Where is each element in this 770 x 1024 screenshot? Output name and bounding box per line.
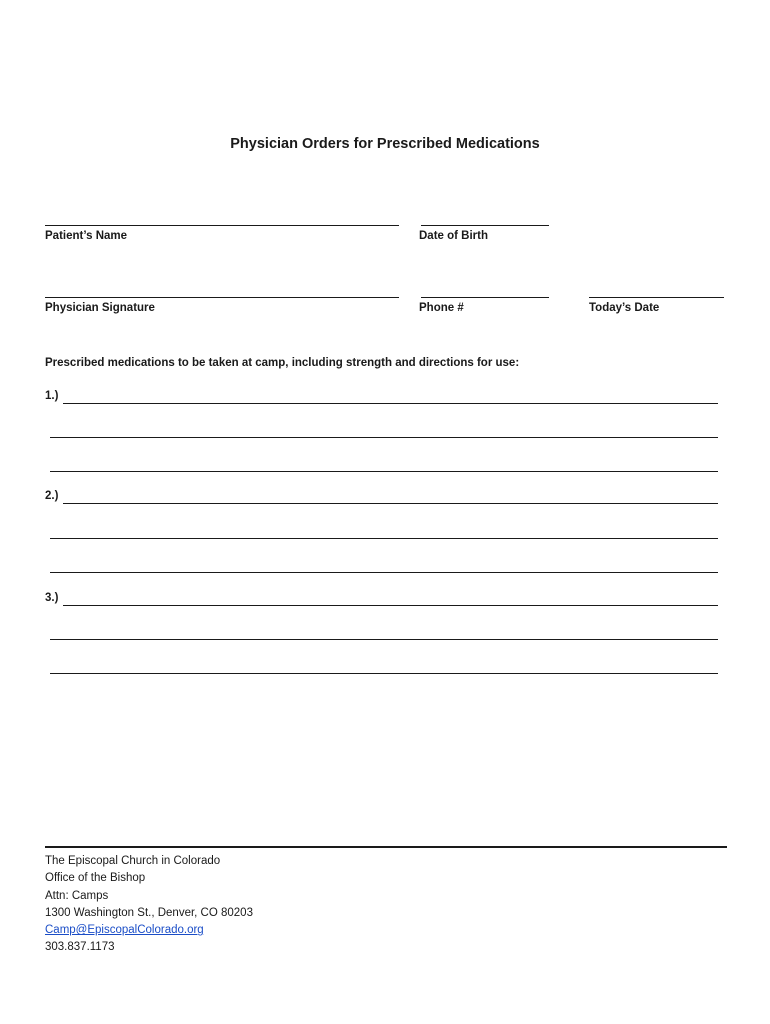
physician-signature-field[interactable] xyxy=(45,297,399,298)
footer-organization: The Episcopal Church in Colorado xyxy=(45,855,221,867)
medication-number: 3.) xyxy=(45,592,59,604)
medication-1-line-3[interactable] xyxy=(50,471,718,472)
page-title: Physician Orders for Prescribed Medications xyxy=(230,136,540,152)
medication-2-line-1[interactable] xyxy=(63,503,718,504)
medication-3-line-2[interactable] xyxy=(50,639,718,640)
footer-attn: Attn: Camps xyxy=(45,889,109,902)
date-of-birth-field[interactable] xyxy=(421,225,549,226)
physician-signature-label: Physician Signature xyxy=(45,302,155,314)
medication-number: 1.) xyxy=(45,390,59,402)
medication-1-line-2[interactable] xyxy=(50,437,718,438)
medication-2-line-2[interactable] xyxy=(50,538,718,539)
phone-label: Phone # xyxy=(419,302,464,314)
todays-date-label: Today’s Date xyxy=(589,302,660,314)
medication-3-line-1[interactable] xyxy=(63,605,718,606)
patient-name-label: Patient’s Name xyxy=(45,230,128,242)
footer-address-block xyxy=(45,853,253,957)
patient-name-field[interactable] xyxy=(45,225,399,226)
footer-phone: 303.837.1173 xyxy=(45,941,115,954)
medication-instructions: Prescribed medications to be taken at camp, including strength and directions for use: xyxy=(45,357,520,369)
phone-field[interactable] xyxy=(421,297,549,298)
medication-3-line-3[interactable] xyxy=(50,673,718,674)
medication-1-line-1[interactable] xyxy=(63,403,718,404)
footer-office: Office of the Bishop xyxy=(45,872,146,885)
footer-email-link[interactable]: Camp@EpiscopalColorado.org xyxy=(45,924,204,937)
medication-number: 2.) xyxy=(45,490,59,502)
date-of-birth-label: Date of Birth xyxy=(419,230,488,242)
medication-2-line-3[interactable] xyxy=(50,572,718,573)
footer-divider xyxy=(45,846,727,848)
todays-date-field[interactable] xyxy=(589,297,724,298)
footer-street-address: 1300 Washington St., Denver, CO 80203 xyxy=(45,906,253,919)
